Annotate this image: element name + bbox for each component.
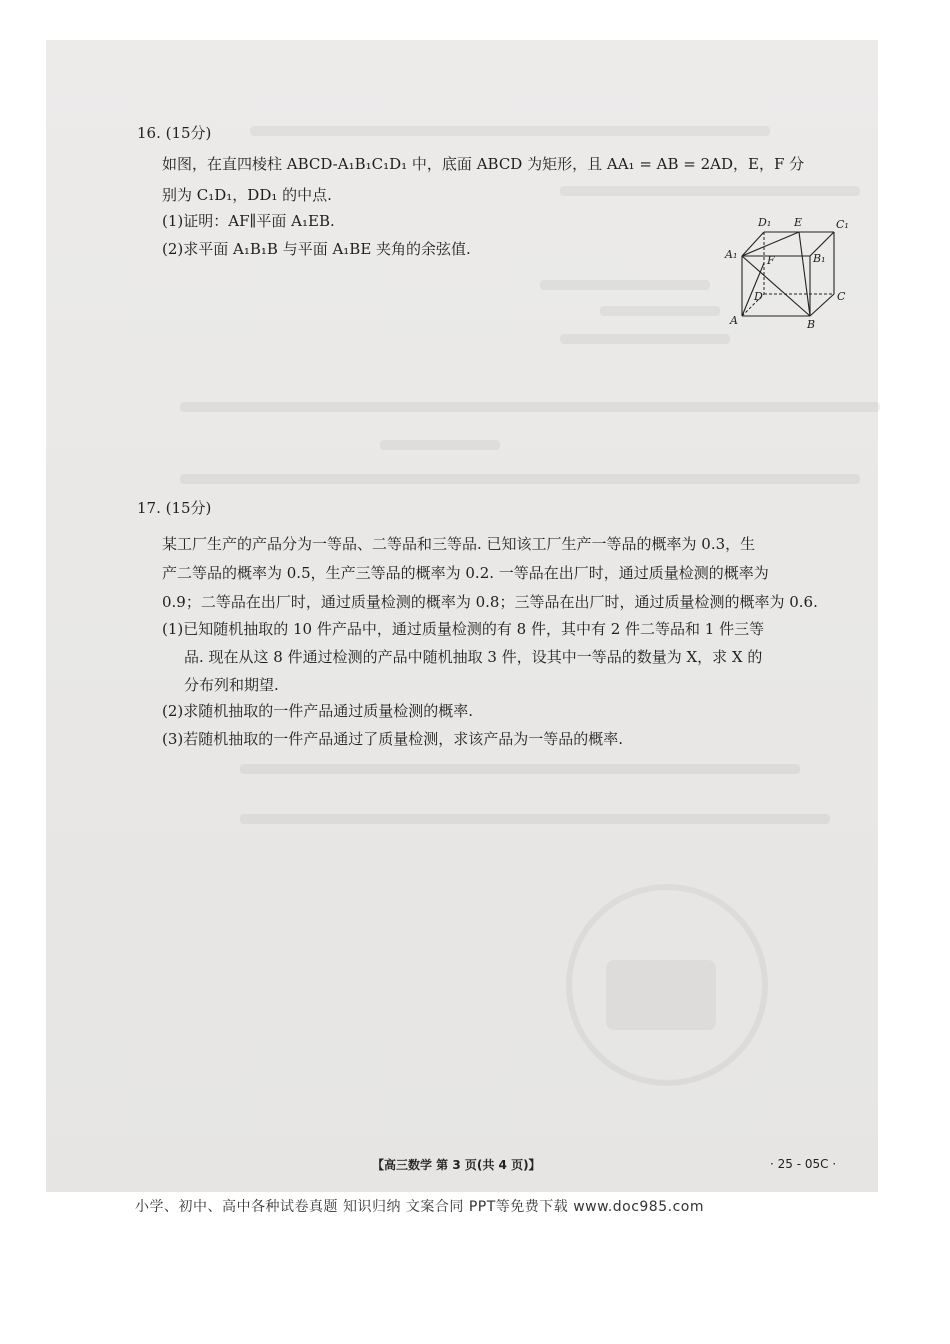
q17-line1: 某工厂生产的产品分为一等品、二等品和三等品. 已知该工厂生产一等品的概率为 0.3，生 bbox=[162, 535, 756, 553]
label-B: B bbox=[807, 318, 816, 331]
bleed-through bbox=[560, 186, 860, 196]
label-C: C bbox=[837, 290, 846, 303]
q17-part3: (3)若随机抽取的一件产品通过了质量检测，求该产品为一等品的概率. bbox=[162, 730, 624, 748]
q17-line2: 产二等品的概率为 0.5，生产三等品的概率为 0.2. 一等品在出厂时，通过质量检测的概率为 bbox=[162, 564, 769, 582]
q17-header: 17. (15分) bbox=[137, 499, 212, 517]
bleed-through bbox=[240, 814, 830, 824]
label-C1: C₁ bbox=[836, 218, 849, 231]
bleed-through bbox=[600, 306, 720, 316]
prism-diagram bbox=[722, 214, 858, 334]
q17-part1-line3: 分布列和期望. bbox=[184, 676, 279, 694]
bleed-through bbox=[380, 440, 500, 450]
bleed-through bbox=[250, 126, 770, 136]
label-E: E bbox=[794, 216, 803, 229]
q16-part1: (1)证明：AF∥平面 A₁EB. bbox=[162, 212, 335, 230]
exam-code: · 25 - 05C · bbox=[770, 1157, 837, 1171]
q17-part1-line1: (1)已知随机抽取的 10 件产品中，通过质量检测的有 8 件，其中有 2 件二等品和 1 件三等 bbox=[162, 620, 765, 638]
label-F: F bbox=[767, 254, 775, 267]
label-D1: D₁ bbox=[758, 216, 772, 229]
q16-header: 16. (15分) bbox=[137, 124, 212, 142]
stamp-watermark-core bbox=[606, 960, 716, 1030]
bleed-through bbox=[180, 474, 860, 484]
bleed-through bbox=[180, 402, 880, 412]
q17-part2: (2)求随机抽取的一件产品通过质量检测的概率. bbox=[162, 702, 474, 720]
bleed-through bbox=[240, 764, 800, 774]
q16-line1: 如图，在直四棱柱 ABCD-A₁B₁C₁D₁ 中，底面 ABCD 为矩形，且 AA₁ = AB = 2AD，E，F 分 bbox=[162, 155, 805, 173]
q17-line3: 0.9；二等品在出厂时，通过质量检测的概率为 0.8；三等品在出厂时，通过质量检测的概率为 0.6. bbox=[162, 593, 818, 611]
bleed-through bbox=[560, 334, 730, 344]
q16-line2: 别为 C₁D₁，DD₁ 的中点. bbox=[162, 186, 332, 204]
label-A: A bbox=[730, 314, 738, 327]
q16-part2: (2)求平面 A₁B₁B 与平面 A₁BE 夹角的余弦值. bbox=[162, 240, 471, 258]
q17-part1-line2: 品. 现在从这 8 件通过检测的产品中随机抽取 3 件，设其中一等品的数量为 X，求 X 的 bbox=[184, 648, 763, 666]
label-B1: B₁ bbox=[813, 252, 826, 265]
label-D: D bbox=[754, 290, 763, 303]
label-A1: A₁ bbox=[725, 248, 738, 261]
page-number-footer: 【高三数学 第 3 页(共 4 页)】 bbox=[372, 1158, 541, 1172]
bleed-through bbox=[540, 280, 710, 290]
promo-banner: 小学、初中、高中各种试卷真题 知识归纳 文案合同 PPT等免费下载 www.doc985.com bbox=[135, 1199, 704, 1215]
